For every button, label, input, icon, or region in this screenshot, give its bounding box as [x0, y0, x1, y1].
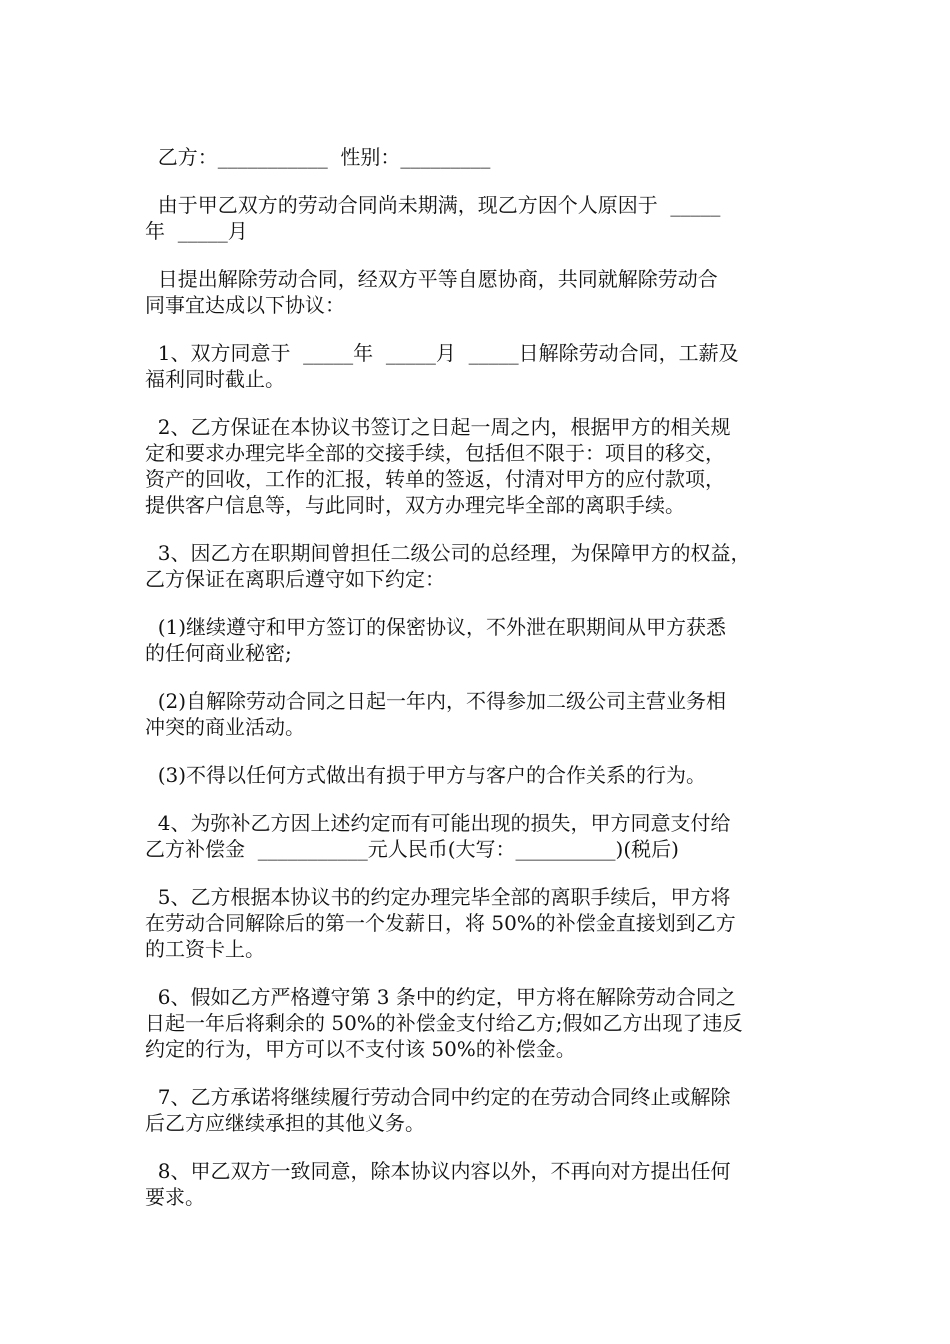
clause-3-item-2: (2)自解除劳动合同之日起一年内，不得参加二级公司主营业务相 冲突的商业活动。: [145, 689, 727, 739]
agreement-intro-paragraph: 日提出解除劳动合同，经双方平等自愿协商，共同就解除劳动合 同事宜达成以下协议：: [145, 267, 718, 317]
clause-3-item-3: (3)不得以任何方式做出有损于甲方与客户的合作关系的行为。: [145, 763, 707, 787]
clause-1: 1、双方同意于 _____年 _____月 _____日解除劳动合同，工薪及 福利同时截止。: [145, 341, 739, 391]
clause-4: 4、为弥补乙方因上述约定而有可能出现的损失，甲方同意支付给 乙方补偿金 ___________元人民币(大写：__________)(税后): [145, 811, 731, 861]
clause-5: 5、乙方根据本协议书的约定办理完毕全部的离职手续后，甲方将 在劳动合同解除后的第一个发薪日，将 50%的补偿金直接划到乙方 的工资卡上。: [145, 885, 736, 961]
document-body: [145, 144, 810, 1232]
reason-paragraph: 由于甲乙双方的劳动合同尚未期满，现乙方因个人原因于 _____ 年 _____月: [145, 193, 721, 243]
party-b-line: 乙方：___________ 性别：_________: [145, 145, 491, 169]
clause-2: 2、乙方保证在本协议书签订之日起一周之内，根据甲方的相关规 定和要求办理完毕全部的交接手续，包括但不限于：项目的移交， 资产的回收，工作的汇报，转单的签返，付清对甲方的应付款项， 提供客户信息等，与此同时，双方办理完毕全部的离职手续。: [145, 415, 731, 517]
clause-3-item-1: (1)继续遵守和甲方签订的保密协议，不外泄在职期间从甲方获悉 的任何商业秘密;: [145, 615, 727, 665]
clause-6: 6、假如乙方严格遵守第 3 条中的约定，甲方将在解除劳动合同之 日起一年后将剩余的 50%的补偿金支付给乙方;假如乙方出现了违反 约定的行为，甲方可以不支付该 50%的补偿金。: [145, 985, 743, 1061]
clause-8: 8、甲乙双方一致同意，除本协议内容以外，不再向对方提出任何 要求。: [145, 1159, 731, 1209]
clause-3: 3、因乙方在职期间曾担任二级公司的总经理，为保障甲方的权益， 乙方保证在离职后遵守如下约定：: [145, 541, 751, 591]
clause-7: 7、乙方承诺将继续履行劳动合同中约定的在劳动合同终止或解除 后乙方应继续承担的其他义务。: [145, 1085, 731, 1135]
